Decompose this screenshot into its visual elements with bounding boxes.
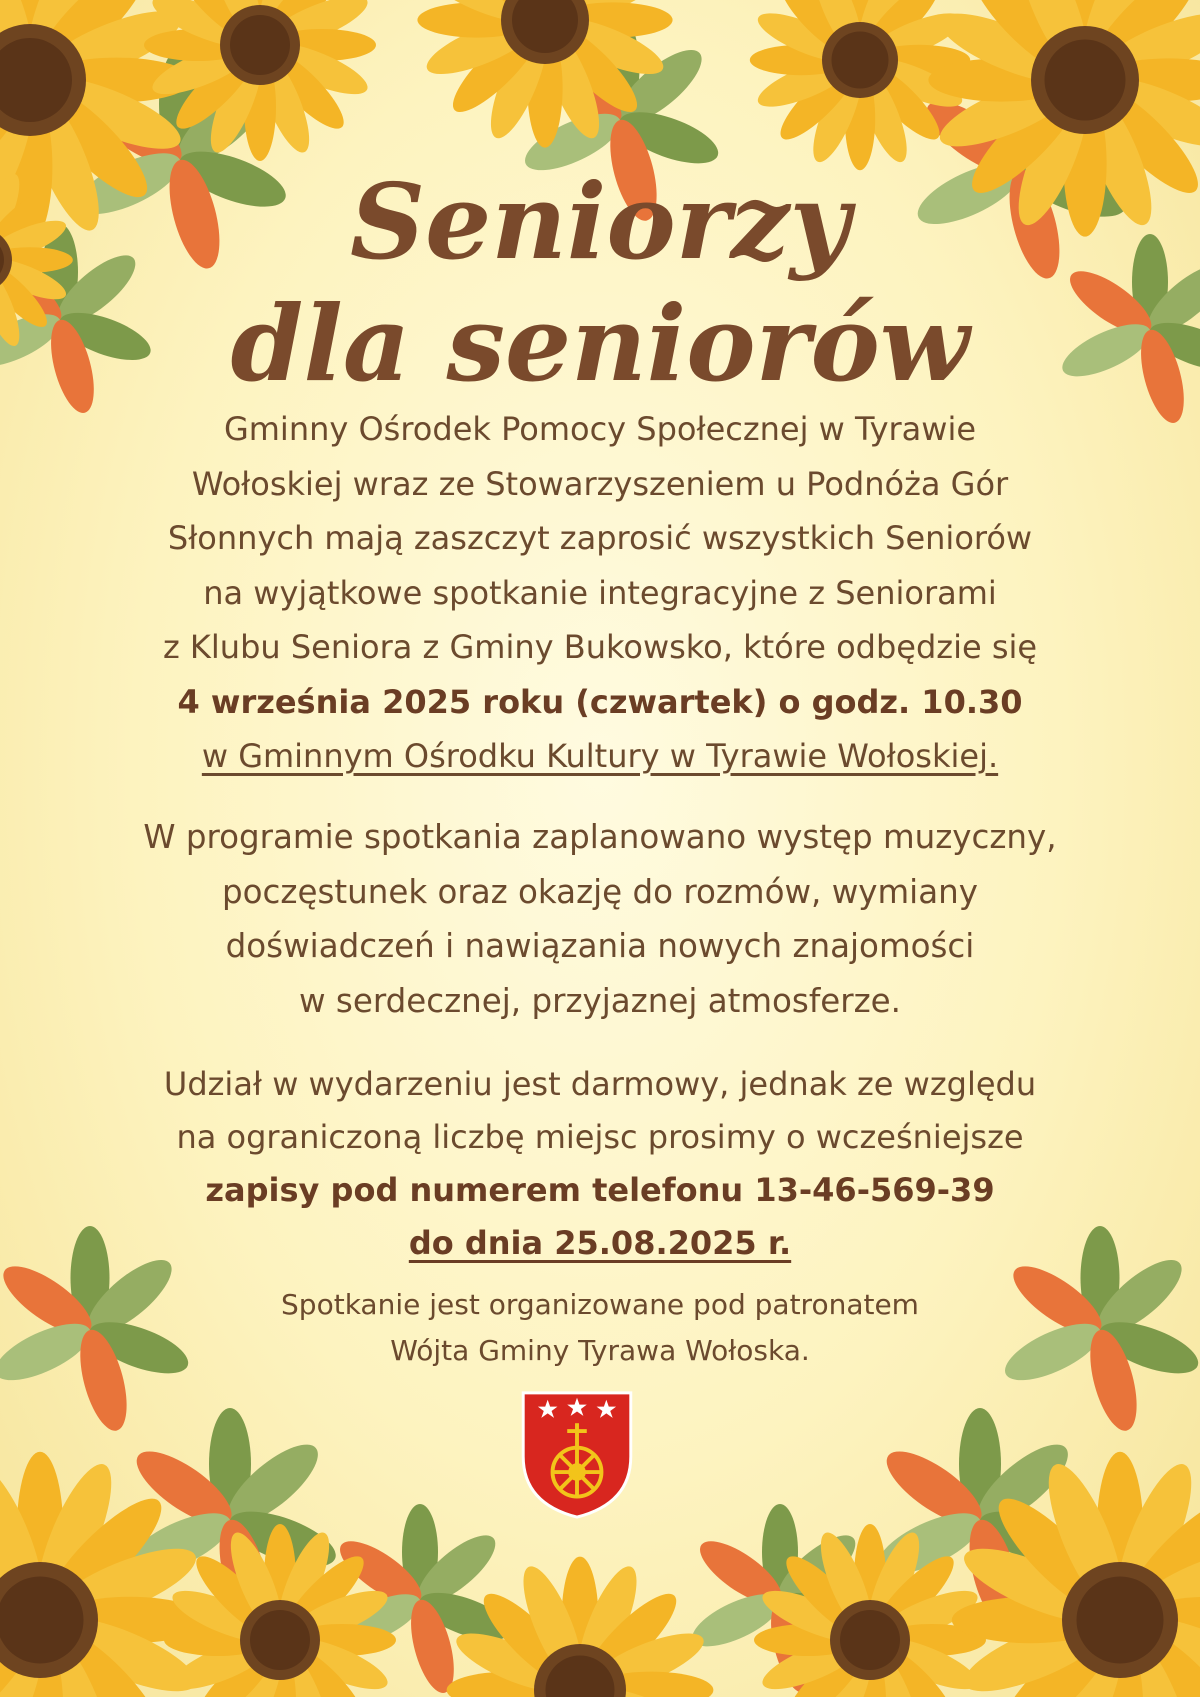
signup-paragraph bbox=[0, 1058, 1200, 1270]
program-line: w serdecznej, przyjaznej atmosferze. bbox=[298, 981, 902, 1020]
program-paragraph bbox=[0, 810, 1200, 1028]
program-line: W programie spotkania zaplanowano występ muzyczny, bbox=[143, 818, 1057, 856]
program-line: doświadczeń i nawiązania nowych znajomości bbox=[225, 927, 975, 965]
event-location: w Gminnym Ośrodku Kultury w Tyrawie Wołoskiej. bbox=[201, 737, 999, 775]
patronage-line: Wójta Gminy Tyrawa Wołoska. bbox=[390, 1334, 810, 1367]
intro-paragraph bbox=[0, 402, 1200, 784]
intro-line: Gminny Ośrodek Pomocy Społecznej w Tyrawie bbox=[223, 410, 977, 448]
intro-line: Wołoskiej wraz ze Stowarzyszeniem u Podnóża Gór bbox=[191, 464, 1009, 503]
patronage-line: Spotkanie jest organizowane pod patronatem bbox=[281, 1288, 919, 1321]
intro-line: na wyjątkowe spotkanie integracyjne z Seniorami bbox=[203, 573, 997, 612]
signup-line: na ograniczoną liczbę miejsc prosimy o wcześniejsze bbox=[176, 1118, 1024, 1156]
coat-of-arms-icon bbox=[518, 1388, 636, 1520]
title-line-2: dla seniorów bbox=[230, 282, 970, 405]
title-line-1: Seniorzy bbox=[349, 160, 851, 283]
signup-deadline: do dnia 25.08.2025 r. bbox=[408, 1224, 792, 1262]
program-line: poczęstunek oraz okazję do rozmów, wymiany bbox=[222, 872, 978, 911]
intro-line: Słonnych mają zaszczyt zaprosić wszystkich Seniorów bbox=[167, 519, 1033, 557]
signup-line: Udział w wydarzeniu jest darmowy, jednak ze względu bbox=[163, 1065, 1037, 1103]
patronage-note bbox=[0, 1282, 1200, 1374]
event-date: 4 września 2025 roku (czwartek) o godz. 10.30 bbox=[177, 682, 1023, 721]
intro-line: z Klubu Seniora z Gminy Bukowsko, które odbędzie się bbox=[162, 628, 1038, 666]
signup-phone: zapisy pod numerem telefonu 13-46-569-39 bbox=[205, 1171, 995, 1209]
